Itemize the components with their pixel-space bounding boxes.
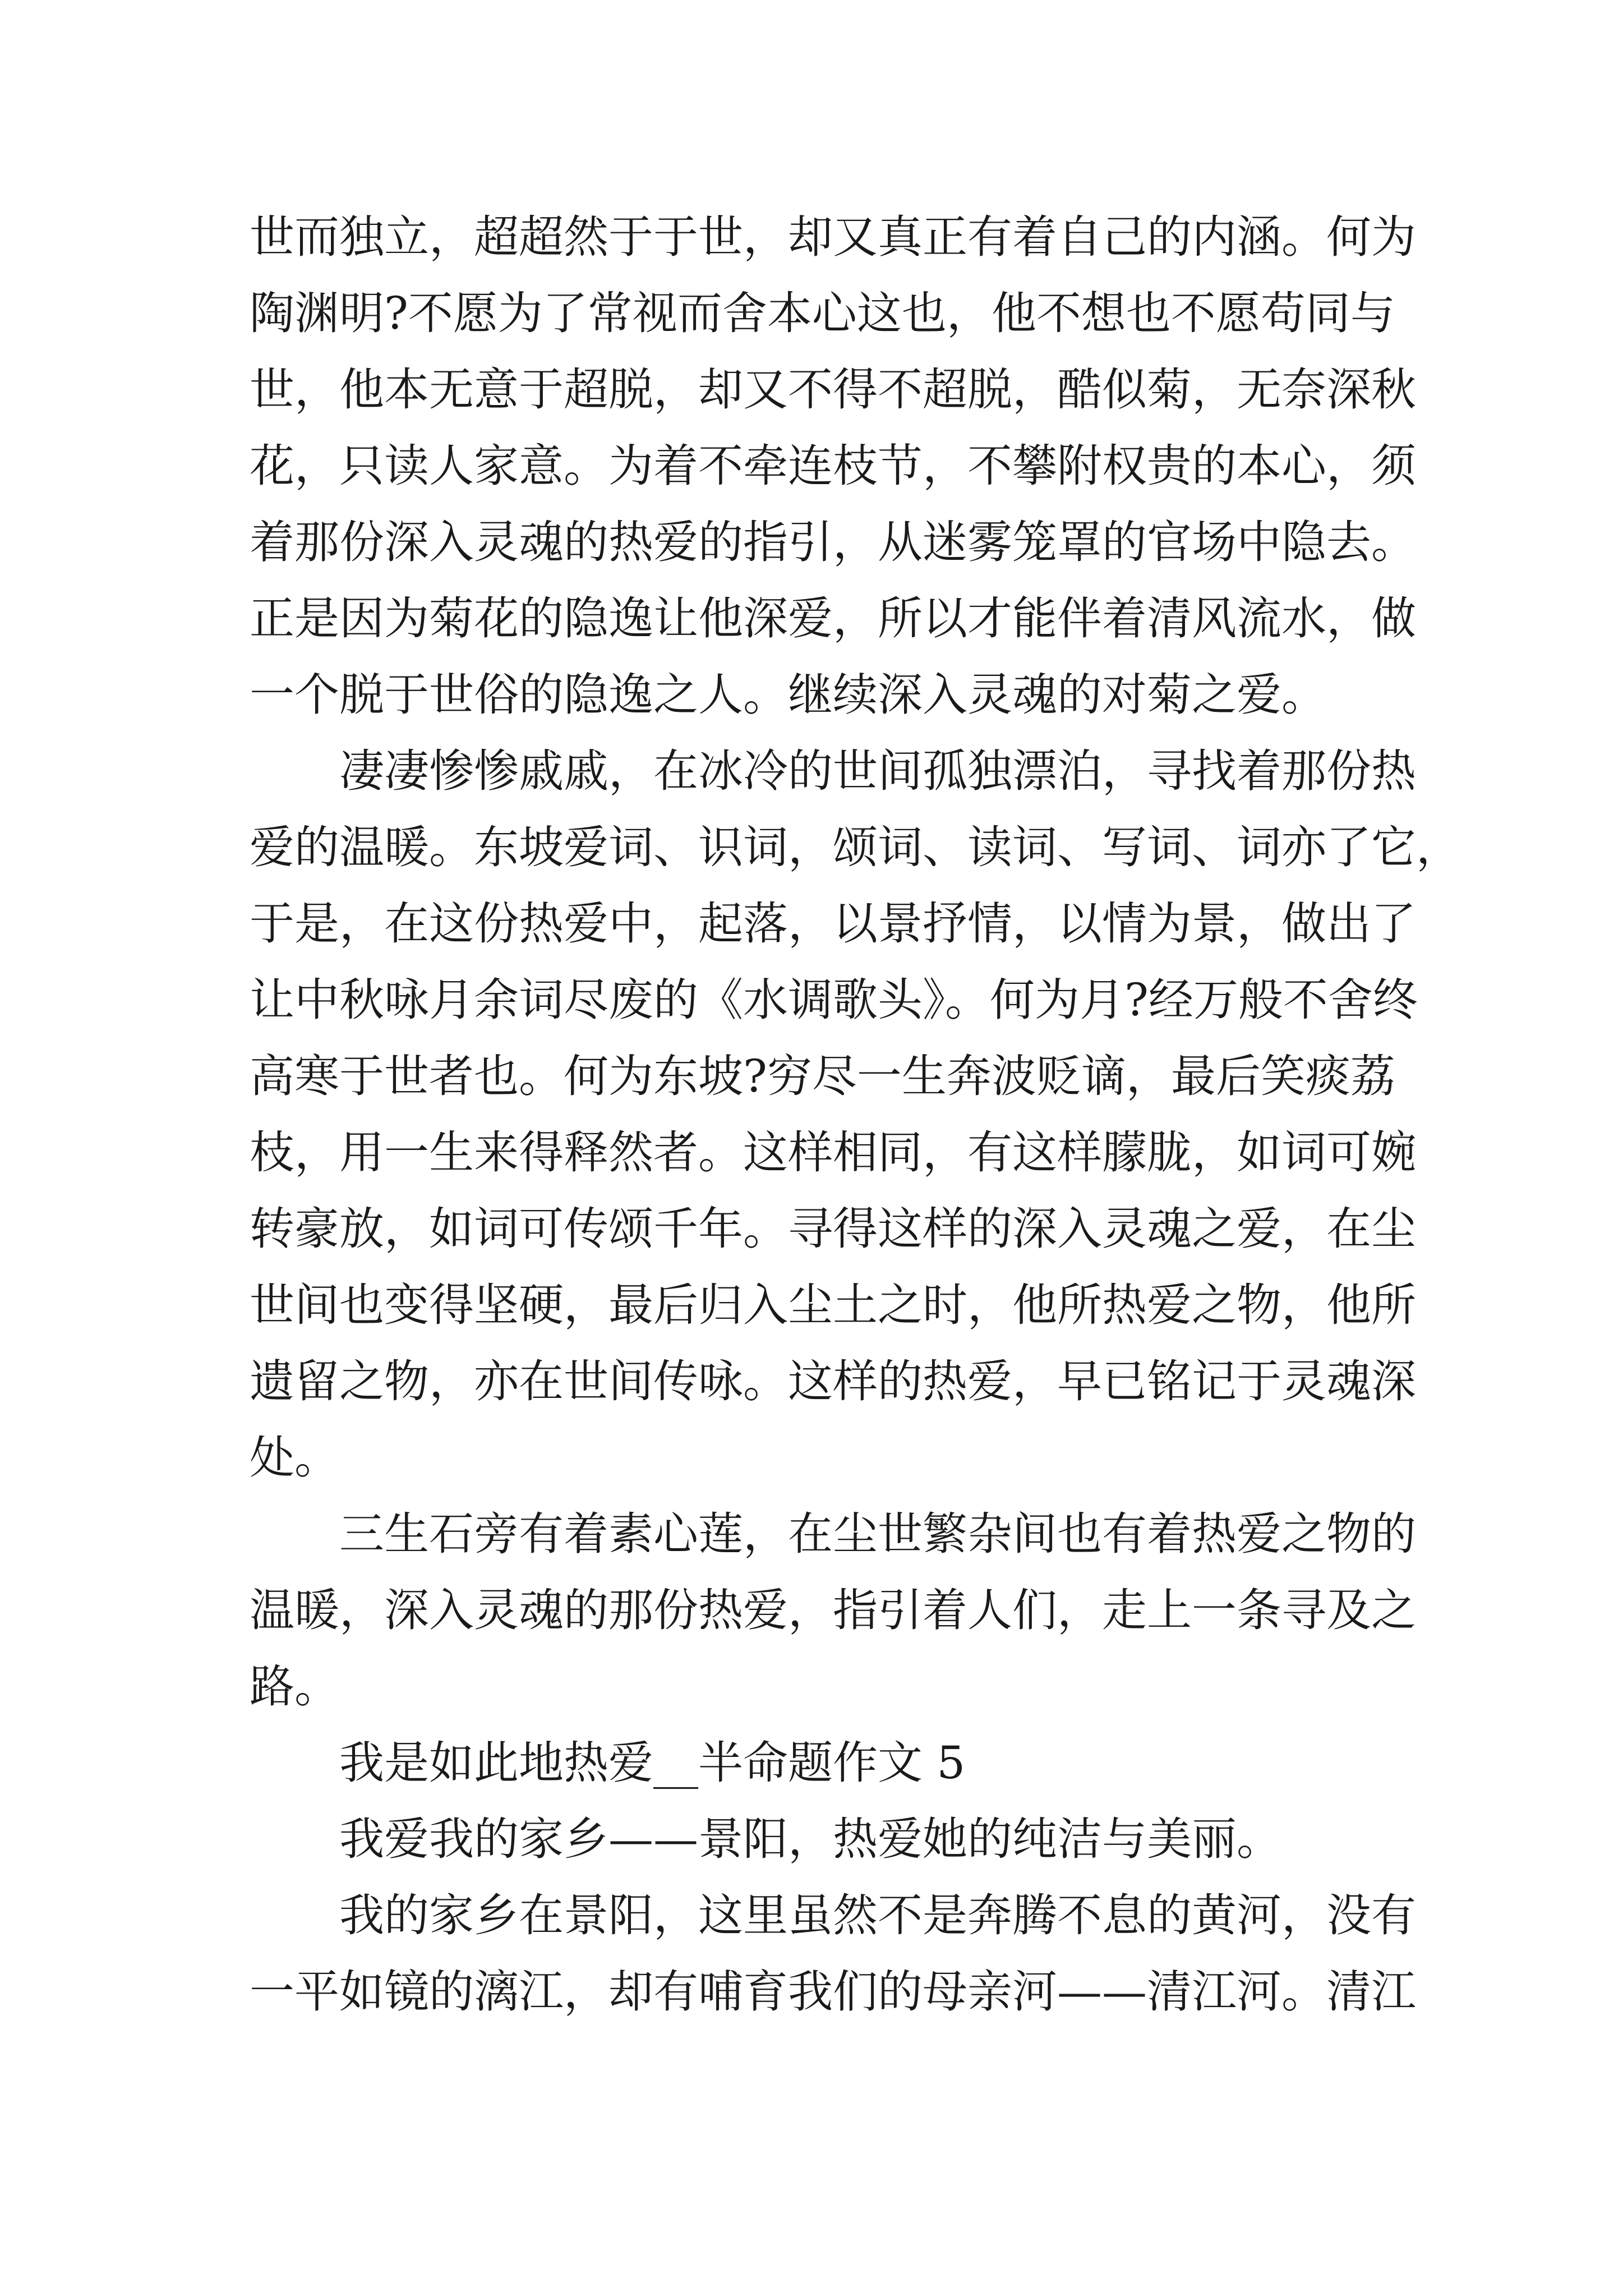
text-line: 凄凄惨惨戚戚，在冰冷的世间孤独漂泊，寻找着那份热 xyxy=(339,745,1416,797)
text-line: 处。 xyxy=(250,1432,339,1484)
text-line: 正是因为菊花的隐逸让他深爱，所以才能伴着清风流水，做 xyxy=(250,592,1416,645)
essay-body xyxy=(250,199,1461,2030)
text-line: 高寒于世者也。何为东坡?穷尽一生奔波贬谪，最后笑痰荔 xyxy=(250,1050,1395,1102)
text-line: 转豪放，如词可传颂千年。寻得这样的深入灵魂之爱，在尘 xyxy=(250,1203,1416,1255)
text-line: 一平如镜的漓江，却有哺育我们的母亲河——清江河。清江 xyxy=(250,1966,1416,2018)
text-line: 我的家乡在景阳，这里虽然不是奔腾不息的黄河，没有 xyxy=(339,1889,1416,1941)
heading-line: 我是如此地热爱__半命题作文 5 xyxy=(339,1737,966,1789)
text-line: 世而独立，超超然于于世，却又真正有着自己的内涵。何为 xyxy=(250,211,1416,263)
text-line: 枝，用一生来得释然者。这样相同，有这样朦胧，如词可婉 xyxy=(250,1126,1416,1179)
text-line: 温暖，深入灵魂的那份热爱，指引着人们，走上一条寻及之 xyxy=(250,1584,1416,1636)
text-line: 花，只读人家意。为着不牵连枝节，不攀附权贵的本心，须 xyxy=(250,440,1416,492)
text-line: 让中秋咏月余词尽废的《水调歌头》。何为月?经万般不舍终 xyxy=(250,974,1418,1026)
text-line: 爱的温暖。东坡爱词、识词，颂词、读词、写词、词亦了它， xyxy=(250,821,1461,873)
text-line: 一个脱于世俗的隐逸之人。继续深入灵魂的对菊之爱。 xyxy=(250,669,1326,721)
text-line: 着那份深入灵魂的热爱的指引，从迷雾笼罩的官场中隐去。 xyxy=(250,516,1416,568)
text-line: 路。 xyxy=(250,1660,339,1713)
text-line: 三生石旁有着素心莲，在尘世繁杂间也有着热爱之物的 xyxy=(339,1508,1416,1560)
text-line: 于是，在这份热爱中，起落，以景抒情，以情为景，做出了 xyxy=(250,898,1416,950)
text-line: 世，他本无意于超脱，却又不得不超脱，酷似菊，无奈深秋 xyxy=(250,364,1416,416)
heading-line: 我爱我的家乡——景阳，热爱她的纯洁与美丽。 xyxy=(339,1813,1281,1865)
text-line: 世间也变得坚硬，最后归入尘土之时，他所热爱之物，他所 xyxy=(250,1279,1416,1331)
text-line: 遗留之物，亦在世间传咏。这样的热爱，早已铭记于灵魂深 xyxy=(250,1355,1416,1407)
text-line: 陶渊明?不愿为了常视而舍本心这也，他不想也不愿苟同与 xyxy=(250,287,1395,339)
